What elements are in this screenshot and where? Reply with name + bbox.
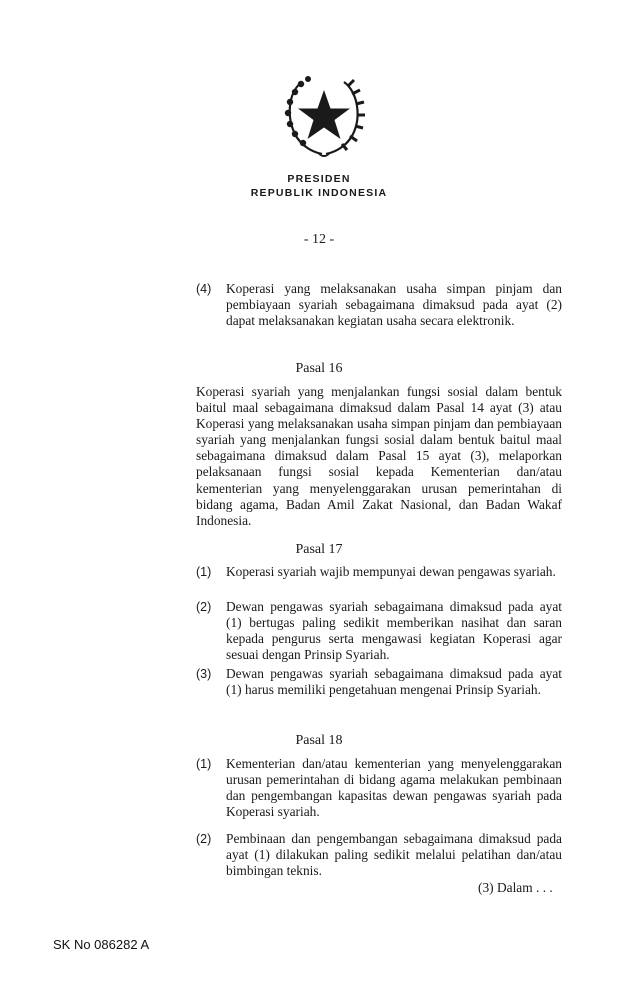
- item-text: Dewan pengawas syariah sebagaimana dimaksud pada ayat (1) bertugas paling sedikit memberikan nasihat dan saran kepada pengurus serta mengawasi kegiatan Koperasi agar sesuai dengan Prinsip Syariah.: [226, 599, 562, 663]
- list-item: [196, 831, 562, 881]
- continuation-catchword: (3) Dalam . . .: [478, 880, 553, 895]
- item-number: (1): [196, 757, 212, 771]
- item-text: Koperasi yang melaksanakan usaha simpan pinjam dan pembiayaan syariah sebagaimana dimaksud pada ayat (2) dapat melaksanakan kegiatan usaha secara elektronik.: [226, 281, 562, 329]
- item-text: Koperasi syariah wajib mempunyai dewan pengawas syariah.: [226, 564, 556, 579]
- list-item: [196, 281, 562, 347]
- pasal-16-text: Koperasi syariah yang menjalankan fungsi sosial dalam bentuk baitul maal sebagaimana dimaksud dalam Pasal 14 ayat (3) atau Koperasi yang melaksanakan usaha simpan pinjam dan pembiayaan syariah yang menjalankan fungsi sosial dalam bentuk baitul maal sebagaimana dimaksud dalam Pasal 15 ayat (3), melaporkan pelaksanaan fungsi sosial kepada Kementerian dan/atau kementerian yang menyelenggarakan urusan pemerintahan di bidang agama, Badan Amil Zakat Nasional, dan Badan Wakaf Indonesia.: [196, 384, 562, 528]
- pasal-17-title: Pasal 17: [295, 542, 343, 557]
- header-line2: REPUBLIK INDONESIA: [250, 187, 388, 199]
- list-item: [196, 599, 562, 665]
- garuda-star-emblem-icon: [278, 70, 370, 162]
- list-item: [196, 756, 562, 836]
- page-number: - 12 -: [303, 232, 335, 247]
- list-item: [196, 666, 562, 716]
- document-code: SK No 086282 A: [53, 937, 150, 952]
- item-text: Pembinaan dan pengembangan sebagaimana dimaksud pada ayat (1) dilakukan paling sedikit melalui pelatihan dan/atau bimbingan teknis.: [226, 831, 562, 879]
- pasal-16-title: Pasal 16: [295, 361, 343, 376]
- item-number: (2): [196, 832, 212, 846]
- item-text: Dewan pengawas syariah sebagaimana dimaksud pada ayat (1) harus memiliki pengetahuan mengenai Prinsip Syariah.: [226, 666, 562, 698]
- item-number: (2): [196, 600, 212, 614]
- item-number: (1): [196, 565, 212, 579]
- item-number: (3): [196, 667, 212, 681]
- list-item: [196, 564, 562, 598]
- header-line1: PRESIDEN: [287, 173, 351, 185]
- pasal-18-title: Pasal 18: [295, 733, 343, 748]
- item-text: Kementerian dan/atau kementerian yang menyelenggarakan urusan pemerintahan di bidang agama melakukan pembinaan dan pengembangan kapasitas dewan pengawas syariah pada Koperasi syariah.: [226, 756, 562, 820]
- item-number: (4): [196, 282, 212, 296]
